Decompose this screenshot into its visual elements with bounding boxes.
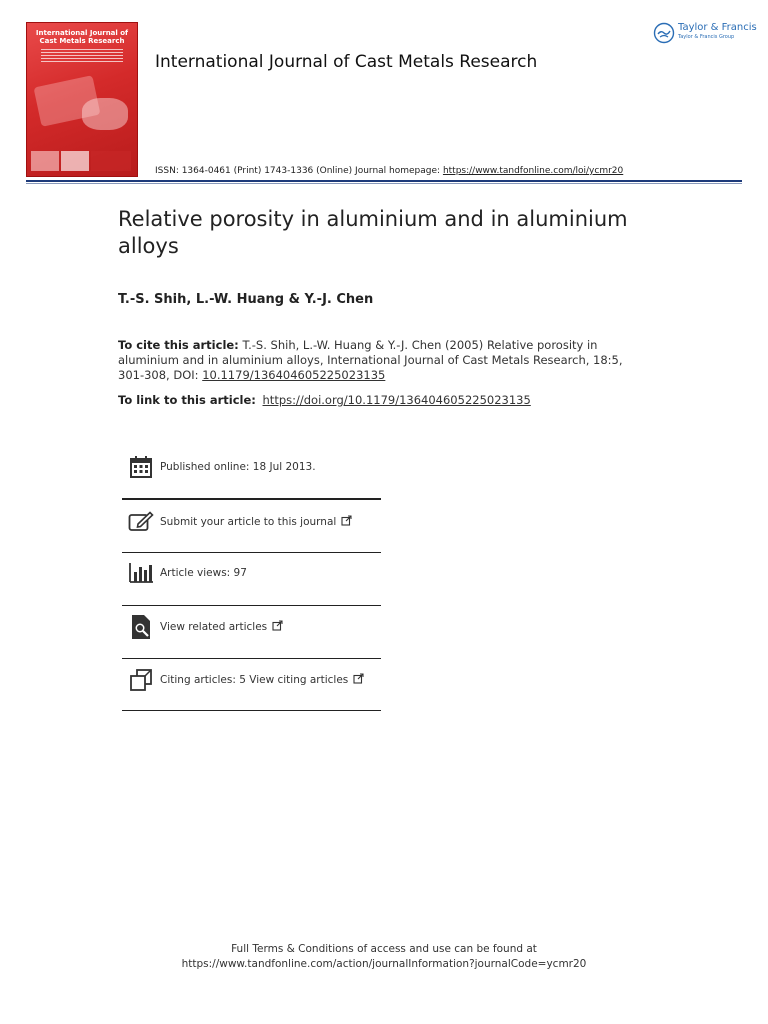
published-online-text: Published online: 18 Jul 2013.	[160, 461, 316, 473]
publisher-logo[interactable]	[653, 22, 757, 48]
citation-text: T.-S. Shih, L.-W. Huang & Y.-J. Chen (2005) Relative porosity in aluminium and in aluminium alloys, International Journal of Cast Metals Research, 18:5, 301-308, DOI:	[118, 338, 623, 382]
external-link-icon[interactable]	[353, 673, 364, 687]
edit-icon	[126, 508, 156, 536]
related-articles-row[interactable]	[122, 613, 381, 641]
submit-article-link[interactable]: Submit your article to this journal	[160, 516, 337, 528]
calendar-icon	[126, 453, 156, 481]
cover-subtitle-lines	[41, 49, 123, 63]
terms-url[interactable]: https://www.tandfonline.com/action/journalInformation?journalCode=ycmr20	[181, 958, 587, 970]
cover-photo-shape	[61, 151, 89, 171]
issn-text: ISSN: 1364-0461 (Print) 1743-1336 (Online) Journal homepage:	[155, 166, 441, 176]
published-online-row	[122, 453, 381, 481]
citing-articles-row[interactable]	[122, 666, 381, 694]
cover-journal-name: International Journal of Cast Metals Research	[35, 29, 129, 45]
publisher-logo-icon	[653, 22, 675, 48]
terms-footer	[0, 942, 768, 972]
citing-articles-link[interactable]: Citing articles: 5 View citing articles	[160, 674, 349, 686]
info-divider	[122, 710, 381, 711]
citation-label: To cite this article:	[118, 338, 239, 352]
citation-block	[118, 338, 648, 383]
article-authors: T.-S. Shih, L.-W. Huang & Y.-J. Chen	[118, 292, 374, 307]
cover-photo-shape	[91, 151, 131, 171]
header-divider-thin	[26, 183, 742, 184]
article-views-row	[122, 559, 381, 587]
info-divider	[122, 552, 381, 553]
journal-cover-image	[26, 22, 138, 177]
article-link-line	[118, 393, 531, 407]
publisher-name: Taylor & Francis	[678, 22, 757, 33]
article-link-label: To link to this article:	[118, 393, 256, 407]
info-divider	[122, 658, 381, 659]
external-link-icon[interactable]	[341, 515, 352, 529]
external-link-icon[interactable]	[272, 620, 283, 634]
citing-icon	[126, 666, 156, 694]
search-document-icon	[126, 613, 156, 641]
publisher-group: Taylor & Francis Group	[678, 34, 735, 40]
info-divider	[122, 605, 381, 606]
article-title: Relative porosity in aluminium and in aluminium alloys	[118, 207, 628, 258]
submit-article-row[interactable]	[122, 508, 381, 536]
terms-text: Full Terms & Conditions of access and use can be found at	[231, 943, 537, 955]
info-divider	[122, 498, 381, 500]
header-divider	[26, 180, 742, 182]
cover-photo-shape	[31, 151, 59, 171]
citation-doi-link[interactable]: 10.1179/136404605225023135	[202, 368, 386, 382]
issn-line	[155, 166, 623, 176]
article-views-text: Article views: 97	[160, 567, 247, 579]
related-articles-link[interactable]: View related articles	[160, 621, 268, 633]
journal-title: International Journal of Cast Metals Research	[155, 52, 538, 72]
article-doi-link[interactable]: https://doi.org/10.1179/136404605225023135	[262, 393, 531, 407]
journal-homepage-link[interactable]: https://www.tandfonline.com/loi/ycmr20	[442, 166, 624, 176]
cover-photo-shape	[82, 98, 128, 130]
bar-chart-icon	[126, 559, 156, 587]
